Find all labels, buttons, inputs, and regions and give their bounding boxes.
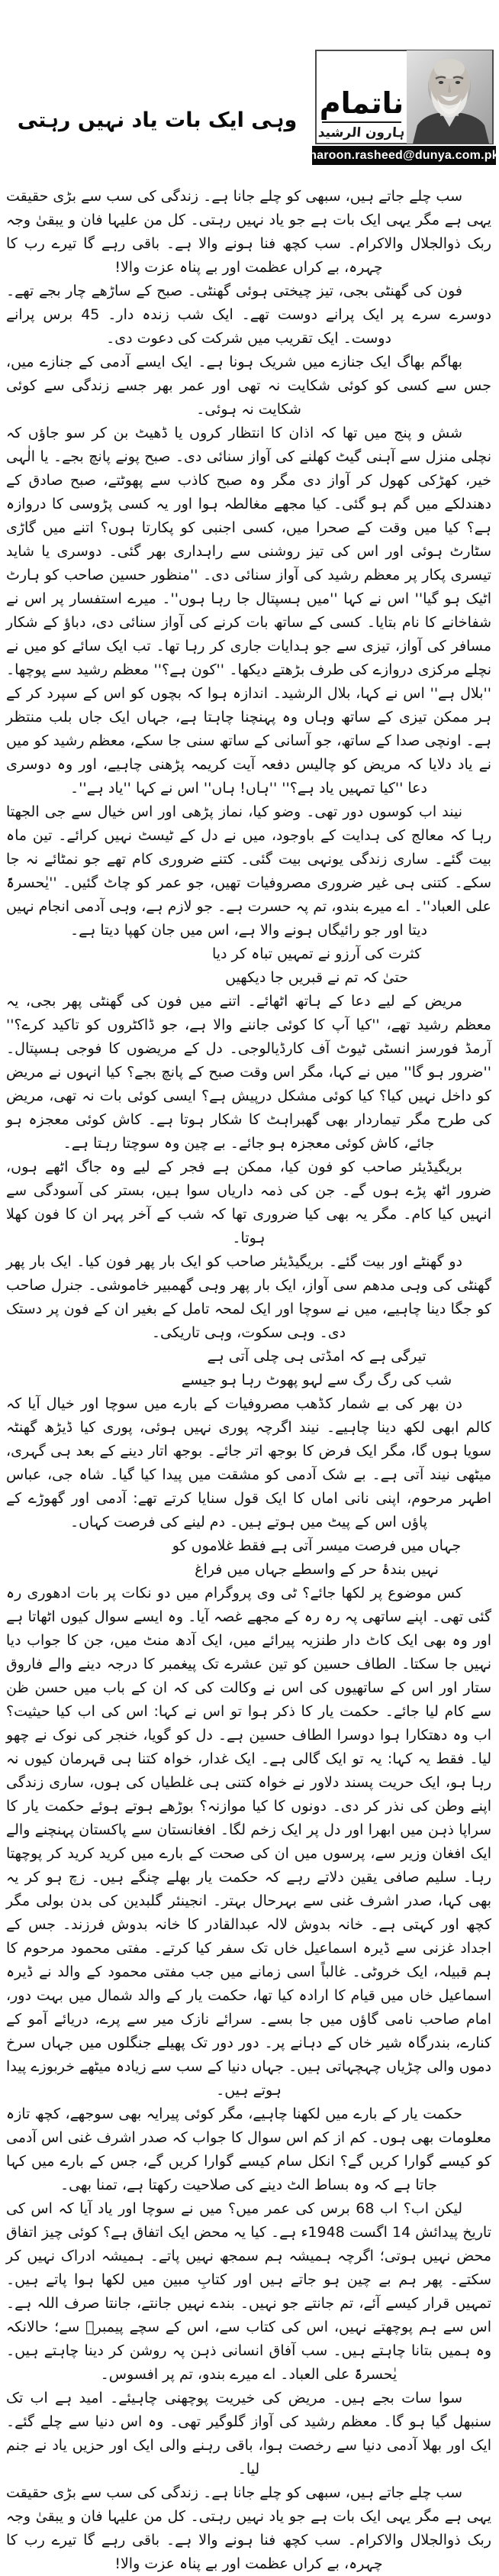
body-paragraph: دن بھر کی بے شمار کڈھب مصروفیات کے بارے میں سوچا اور خیال آیا کہ کالم ابھی لکھ دینا چاہیے۔ نیند اگرچہ پوری نہیں ہوئی، پوری کیا ڈیڑھ گھنٹہ سویا ہوں گا، مگر ایک فرض کا بوجھ اتر جائے۔ بوجھ اتار دینے کے بعد ہی گہری، میٹھی نیند آتی ہے۔ بے شک آدمی کو مشقت میں پیدا کیا گیا۔ شاہ جی، عباس اطہر مرحوم، اپنی نانی اماں کا ایک قول سنایا کرتے تھے: آدمی اور گھوڑے کے پاؤں اس کے پیٹ میں ہوتے ہیں۔ دم لینے کی فرصت کہاں۔ (6, 1395, 491, 1530)
body-paragraph: بریگیڈیئر صاحب کو فون کیا، ممکن ہے فجر کے لیے وہ جاگ اٹھے ہوں، ضرور اٹھ پڑے ہوں گے۔ جن کی ذمہ داریاں سوا ہیں، بستر کی آسودگی سے انہیں کیا کام۔ مگر یہ بھی کیا ضروری تھا کہ شب کے آخر پہر ان کا فون کھلا ہوتا۔ (6, 1159, 491, 1246)
verse-couplet (142, 1534, 491, 1582)
email-bar (309, 146, 499, 165)
verse-line: نہیں بندۂ حر کے واسطے جہاں میں فراغ (195, 1561, 439, 1578)
body-paragraph: سوا سات بجے ہیں۔ مریض کی خیریت پوچھنی چاہیئے۔ امید ہے اب تک سنبھل گیا ہو گا۔ معظم رشید کی آواز گلوگیر تھی۔ وہ اس دنیا سے چلے گئے۔ ایک اور بھلا آدمی دنیا سے رخصت ہوا، باقی رہنے والی ایک اور حزیں یاد نے جنم لیا۔ (6, 2390, 491, 2477)
masthead-divider (322, 121, 402, 123)
body-paragraph: مریض کے لیے دعا کے ہاتھ اٹھائے۔ اتنے میں فون کی گھنٹی پھر بجی، یہ معظم رشید تھے، ''کیا آپ کا کوئی جاننے والا ہے، جو ڈاکٹروں کو تاکید کرے؟'' آرمڈ فورسز انسٹی ٹیوٹ آف کارڈیالوجی۔ دل کے مریضوں کا فوجی ہسپتال۔ ''ضرور ہو گا'' میں نے کہا، مگر اس وقت صبح کے پانچ بجے؟ کیا انہوں نے مریض کو داخل نہیں کیا؟ کیا کوئی مشکل درپیش ہے؟ ایسی کوئی بات نہ تھی، مریض کی طرح مگر تیماردار بھی گھبراہٹ کا شکار ہوتا ہے۔ کاش کوئی معجزہ ہو جائے، کاش کوئی معجزہ ہو جائے۔ بے چین وہ سوچتا رہتا ہے۔ (6, 993, 491, 1152)
author-email: haroon.rasheed@dunya.com.pk (309, 148, 499, 162)
body-paragraph: سب چلے جاتے ہیں، سبھی کو چلے جانا ہے۔ زندگی کی سب سے بڑی حقیقت یہی ہے مگر یہی ایک بات ہے جو یاد نہیں رہتی۔ کل من علیہا فان و یبقیٰ وجہ ربک ذوالجلال والاکرام۔ سب کچھ فنا ہونے والا ہے۔ باقی رہے گا تیرے رب کا چہرہ، بے کراں عظمت اور بے پناہ عزت والا! (6, 2484, 491, 2572)
column-title: ناتمام (319, 86, 404, 121)
body-paragraph: دو گھنٹے اور بیت گئے۔ بریگیڈیئر صاحب کو ایک بار پھر فون کیا۔ ایک بار پھر گھنٹی کی وہی مدھم سی آواز، ایک بار پھر وہی گھمبیر خاموشی۔ جنرل صاحب کو جگا دینا چاہیے، میں نے سوچا اور ایک لمحہ تامل کے بغیر ان کے فون پر دستک دی۔ وہی سکوت، وہی تاریکی۔ (6, 1253, 491, 1341)
verse-couplet (142, 942, 491, 990)
verse-line: کثرت کی آرزو نے تمہیں تباہ کر دیا (211, 945, 422, 962)
author-name: ہارون الرشید (317, 125, 406, 141)
article-body (6, 185, 491, 2576)
verse-line: تیرگی ہے کہ امڈتی ہی چلی آتی ہے (207, 1348, 427, 1365)
body-paragraph: شش و پنج میں تھا کہ اذان کا انتظار کروں یا ڈھیٹ بن کر سو جاؤں کہ نچلی منزل سے آہنی گیٹ کھلنے کی آواز سنائی دی۔ صبح پونے پانچ بجے۔ یا الٰہی خیر، کھڑکی کھول کر آواز دی مگر وہ صبح کاذب سے پھوٹتے، صبح صادق کے دھندلکے میں گم ہو گئی۔ کیا مجھے مغالطہ ہوا اور یہ کسی پڑوسی کا دروازہ ہے؟ کیا میں وقت کے صحرا میں، کسی اجنبی کو پکارتا ہوں؟ اتنے میں گاڑی سٹارٹ ہوئی اور اس کی تیز روشنی سے راہداری بھر گئی۔ دوسری یا شاید تیسری پکار پر معظم رشید کی آواز سنائی دی۔ ''منظور حسین صاحب کو ہارٹ اٹیک ہو گیا'' اس نے کہا ''میں ہسپتال جا رہا ہوں''۔ میرے استفسار پر اس نے شفاخانے کا نام بتایا۔ کسی کے ساتھ بات کرنے کی آواز سنائی دی، دباؤ کے شکار مسافر کی آواز، تیزی سے جو ہدایات جاری کر رہا تھا۔ تب ایک سائے کو میں نے نچلے مرکزی دروازے کی طرف بڑھتے دیکھا۔ ''کون ہے؟'' معظم رشید سے پوچھا۔ ''بلال ہے'' اس نے کہا، بلال الرشید۔ اندازہ ہوا کہ بچوں کو اس کے سپرد کر کے ہر ممکن تیزی کے ساتھ وہاں وہ پہنچنا چاہتا ہے، جہاں ایک جاں بلب منتظر ہے۔ اونچی صدا کے ساتھ، جو آسانی کے ساتھ سنی جا سکے، معظم رشید کو میں نے یاد دلایا کہ مریض کو چالیس دفعہ آیت کریمہ پڑھنی چاہیے، اور وہ دوسری دعا ''کیا تمہیں یاد ہے؟'' ''ہاں! ہاں'' اس نے کہا ''یاد ہے''۔ (6, 425, 491, 797)
verse-couplet (142, 1345, 491, 1392)
body-paragraph: نیند اب کوسوں دور تھی۔ وضو کیا، نماز پڑھی اور اس خیال سے جی الجھتا رہا کہ معالج کی ہدایت کے باوجود، میں نے دل کے ٹیسٹ نہیں کرائے۔ تین ماہ بیت گئے۔ ساری زندگی یونہی بیت گئی۔ کتنے ضروری کام تھے جو نمٹائے نہ جا سکے۔ کتنی ہی غیر ضروری مصروفیات تھیں، جو عمر کو چاٹ گئیں۔ ''یٰحسرۃً علی العباد''۔ اے میرے بندو، تم پہ حسرت ہے۔ جو لازم ہے، وہی آدمی انجام نہیں دیتا اور جو رائیگاں ہونے والا ہے، اس میں جان کھپا دیتا ہے۔ (6, 803, 491, 939)
verse-line: شب کی رگ رگ سے لہو پھوٹ رہا ہو جیسے (181, 1372, 452, 1388)
body-paragraph: حکمت یار کے بارے میں لکھنا چاہیے، مگر کوئی پیرایہ بھی سوجھے، کچھ تازہ معلومات بھی ہوں۔ کم از کم اس سوال کا جواب کہ صدر اشرف غنی اس آدمی کو کیسے گوارا کریں گے؟ انکل سام کیسے گوارا کریں گے، جس کے بارے میں کہا جاتا ہے کہ وہ بساط الٹ دینے کی صلاحیت رکھتا ہے، تمنا بھی۔ (6, 2106, 491, 2193)
masthead-text-block (317, 51, 407, 143)
article-title: وہی ایک بات یاد نہیں رہتی (17, 108, 298, 132)
body-paragraph: بھاگم بھاگ ایک جنازے میں شریک ہونا ہے۔ ایک ایسے آدمی کے جنازے میں، جس سے کسی کو کوئی شکایت نہ تھی اور عمر بھر جسے زندگی سے کوئی شکایت نہ ہوئی۔ (6, 354, 491, 418)
body-paragraph: کس موضوع پر لکھا جائے؟ ٹی وی پروگرام میں دو نکات پر بات ادھوری رہ گئی تھی۔ اپنے ساتھی پہ رہ رہ کے مجھے غصہ آیا۔ وہ ایسے سوال کیوں اٹھاتا ہے اور وہ بھی ایک کاٹ دار طنزیہ پیرائے میں، ایک آدھ منٹ میں، جن کا جواب دیا نہیں جا سکتا۔ الطاف حسین کو تین عشرے تک پیغمبر کا درجہ دینے والے فاروق ستار اور اس کے ساتھیوں کی اس نے وکالت کی کہ ان کے باب میں حسن ظن سے کام لیا جائے۔ حکمت یار کا ذکر ہوا تو اس نے کہا: اس کی اب کیا حیثیت؟ اب وہ دھتکارا ہوا دوسرا الطاف حسین ہے۔ دل کو گویا، خنجر کی نوک نے چھو لیا۔ فقط یہ کہا: یہ تو ایک گالی ہے۔ ایک غدار، خواہ کتنا ہی قہرمان کیوں نہ رہا ہو، ایک حریت پسند دلاور نے خواہ کتنی ہی غلطیاں کی ہوں، ساری زندگی اپنے وطن کی نذر کر دی۔ دونوں کا کیا موازنہ؟ بوڑھے ہوتے ہوئے حکمت یار کا سراپا ذہن میں ابھرا اور دل پر ایک زخم لگا۔ افغانستان سے پاکستان پہنچنے والے ایک افغان وزیر سے، پرسوں میں ان کی صحت کے بارے میں کرید کرید کر پوچھتا رہا۔ سلیم صافی یقین دلاتے رہے کہ حکمت یار بھلے چنگے ہیں۔ زچ ہو کر یہ بھی کہا، صدر اشرف غنی سے بہرحال بہتر۔ انجینئر گلبدین کی بدن بولی مگر کچھ اور کہتی ہے۔ خانہ بدوش لالہ عبدالقادر کا خانہ بدوش فرزند۔ جس کے اجداد غزنی سے ڈیرہ اسماعیل خاں تک سفر کیا کرتے۔ مفتی محمود مرحوم کا ہم قبیلہ، ایک خروٹی۔ غالباً اسی زمانے میں جب مفتی محمود کے والد نے ڈیرہ اسماعیل خاں میں قیام کا ارادہ کیا تھا، حکمت یار کے والد شمال میں بہت دور، امام صاحب نامی گاؤں میں جا بسے۔ سرائے نازک میر سے پرے، دریائے آمو کے کنارے، بندرگاہ شیر خاں کے دہانے پر۔ دور دور تک پھیلے جنگلوں میں جہاں سرخ دموں والی چڑیاں چہچہاتی ہیں۔ جہاں دنیا کے سب سے زیادہ میٹھے خربوزے پیدا ہوتے ہیں۔ (6, 1585, 491, 2099)
verse-line: حتیٰ کہ تم نے قبریں جا دیکھیں (225, 969, 408, 986)
author-photo-illustration (407, 51, 492, 143)
author-photo (407, 51, 492, 143)
body-paragraph: فون کی گھنٹی بجی، تیز چیختی ہوئی گھنٹی۔ صبح کے ساڑھے چار بجے تھے۔ دوسرے سرے پر ایک پرانے دوست تھے۔ ایک شب زندہ دار۔ 45 برس پرانے دوست۔ ایک تقریب میں شرکت کی دعوت دی۔ (6, 283, 492, 347)
verse-line: جہاں میں فرصت میسر آتی ہے فقط غلاموں کو (172, 1537, 462, 1554)
body-paragraph: سب چلے جاتے ہیں، سبھی کو چلے جانا ہے۔ زندگی کی سب سے بڑی حقیقت یہی ہے مگر یہی ایک بات ہے جو یاد نہیں رہتی۔ کل من علیہا فان و یبقیٰ وجہ ربک ذوالجلال والاکرام۔ سب کچھ فنا ہونے والا ہے۔ باقی رہے گا تیرے رب کا چہرہ، بے کراں عظمت اور بے پناہ عزت والا! (6, 188, 491, 276)
body-paragraph: لیکن اب؟ اب 68 برس کی عمر میں؟ میں نے سوچا اور یاد آیا کہ اس کی تاریخ پیدائش 14 اگست 1948ء ہے۔ کیا یہ محض ایک اتفاق ہے؟ کوئی چیز اتفاق محض نہیں ہوتی؛ اگرچہ ہمیشہ ہم سمجھ نہیں پاتے۔ ہمیشہ ادراک نہیں کر سکتے۔ پھر ہم بے چین ہو جاتے ہیں اور کتابِ مبین میں لکھا ہوا پاتے ہیں۔ تمہیں قرار کیسے آئے، تم جانتے جو نہیں۔ بندے نہیں جانتے، جانتا صرف اللہ ہے۔ اس سے ہم پوچھتے نہیں، اس کی کتاب سے، اس کے سچے پیمبرؐ سے؛ حالانکہ وہ ہمیں بتانا چاہتے ہیں۔ سب آفاق انسانی ذہن پہ روشن کر دینا چاہتے ہیں۔ یٰحسرۃً علی العباد۔ اے میرے بندو، تم پر افسوس۔ (6, 2200, 492, 2383)
masthead-box (315, 50, 494, 144)
